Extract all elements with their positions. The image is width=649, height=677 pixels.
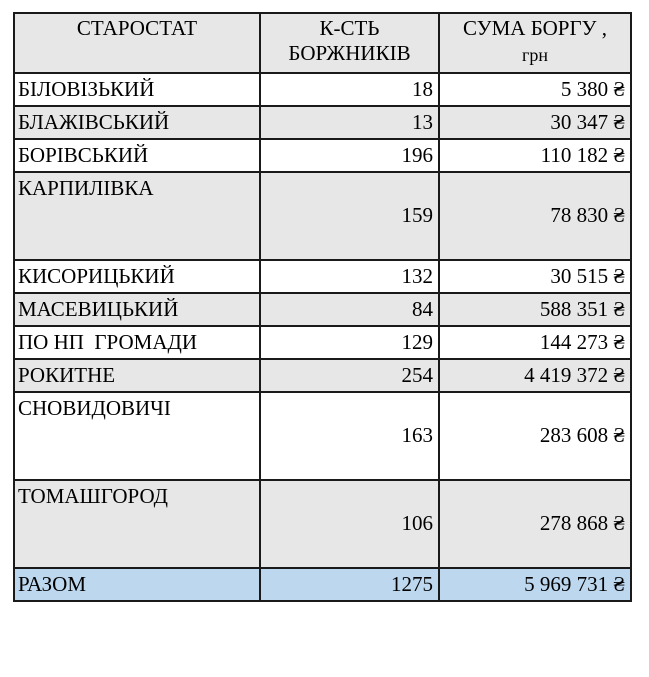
total-row <box>14 568 631 601</box>
row-starostat-name: МАСЕВИЦЬКИЙ <box>14 293 260 326</box>
row-debt-sum: 144 273 ₴ <box>439 326 631 359</box>
row-debtor-count: 106 <box>260 480 439 568</box>
row-debt-sum: 283 608 ₴ <box>439 392 631 480</box>
row-debtor-count: 13 <box>260 106 439 139</box>
debtors-table <box>13 12 632 602</box>
row-starostat-name: ПО НП ГРОМАДИ <box>14 326 260 359</box>
row-starostat-name: БОРІВСЬКИЙ <box>14 139 260 172</box>
row-starostat-name: РОКИТНЕ <box>14 359 260 392</box>
row-debtor-count: 254 <box>260 359 439 392</box>
total-debt-sum: 5 969 731 ₴ <box>439 568 631 601</box>
row-starostat-name: ТОМАШГОРОД <box>14 480 260 568</box>
row-starostat-name: БІЛОВІЗЬКИЙ <box>14 73 260 106</box>
row-debtor-count: 196 <box>260 139 439 172</box>
row-debt-sum: 4 419 372 ₴ <box>439 359 631 392</box>
table-row <box>14 106 631 139</box>
row-debtor-count: 84 <box>260 293 439 326</box>
row-debt-sum: 588 351 ₴ <box>439 293 631 326</box>
header-debt-sum-unit: грн <box>521 45 548 66</box>
row-starostat-name: КАРПИЛІВКА <box>14 172 260 260</box>
table-row <box>14 73 631 106</box>
header-starostat-label: СТАРОСТАТ <box>76 16 198 40</box>
row-debtor-count: 129 <box>260 326 439 359</box>
row-debt-sum: 78 830 ₴ <box>439 172 631 260</box>
header-debt-sum-line1: СУМА БОРГУ , <box>463 16 607 40</box>
table-row <box>14 359 631 392</box>
row-starostat-name: СНОВИДОВИЧІ <box>14 392 260 480</box>
row-debtor-count: 132 <box>260 260 439 293</box>
row-debt-sum: 110 182 ₴ <box>439 139 631 172</box>
table-header-row <box>14 13 631 73</box>
table-row <box>14 172 631 260</box>
row-debtor-count: 159 <box>260 172 439 260</box>
table-row <box>14 293 631 326</box>
row-debt-sum: 30 347 ₴ <box>439 106 631 139</box>
row-debt-sum: 30 515 ₴ <box>439 260 631 293</box>
table-row <box>14 326 631 359</box>
header-starostat <box>14 13 260 73</box>
header-debtor-count-line2: БОРЖНИКІВ <box>288 41 411 66</box>
total-debtor-count: 1275 <box>260 568 439 601</box>
table-row <box>14 139 631 172</box>
total-label: РАЗОМ <box>14 568 260 601</box>
row-debtor-count: 163 <box>260 392 439 480</box>
table-row <box>14 392 631 480</box>
row-starostat-name: БЛАЖІВСЬКИЙ <box>14 106 260 139</box>
row-debtor-count: 18 <box>260 73 439 106</box>
table-row <box>14 260 631 293</box>
table-row <box>14 480 631 568</box>
row-debt-sum: 5 380 ₴ <box>439 73 631 106</box>
header-debtor-count-line1: К-СТЬ <box>319 16 380 40</box>
row-debt-sum: 278 868 ₴ <box>439 480 631 568</box>
header-debt-sum <box>439 13 631 73</box>
header-debtor-count <box>260 13 439 73</box>
row-starostat-name: КИСОРИЦЬКИЙ <box>14 260 260 293</box>
